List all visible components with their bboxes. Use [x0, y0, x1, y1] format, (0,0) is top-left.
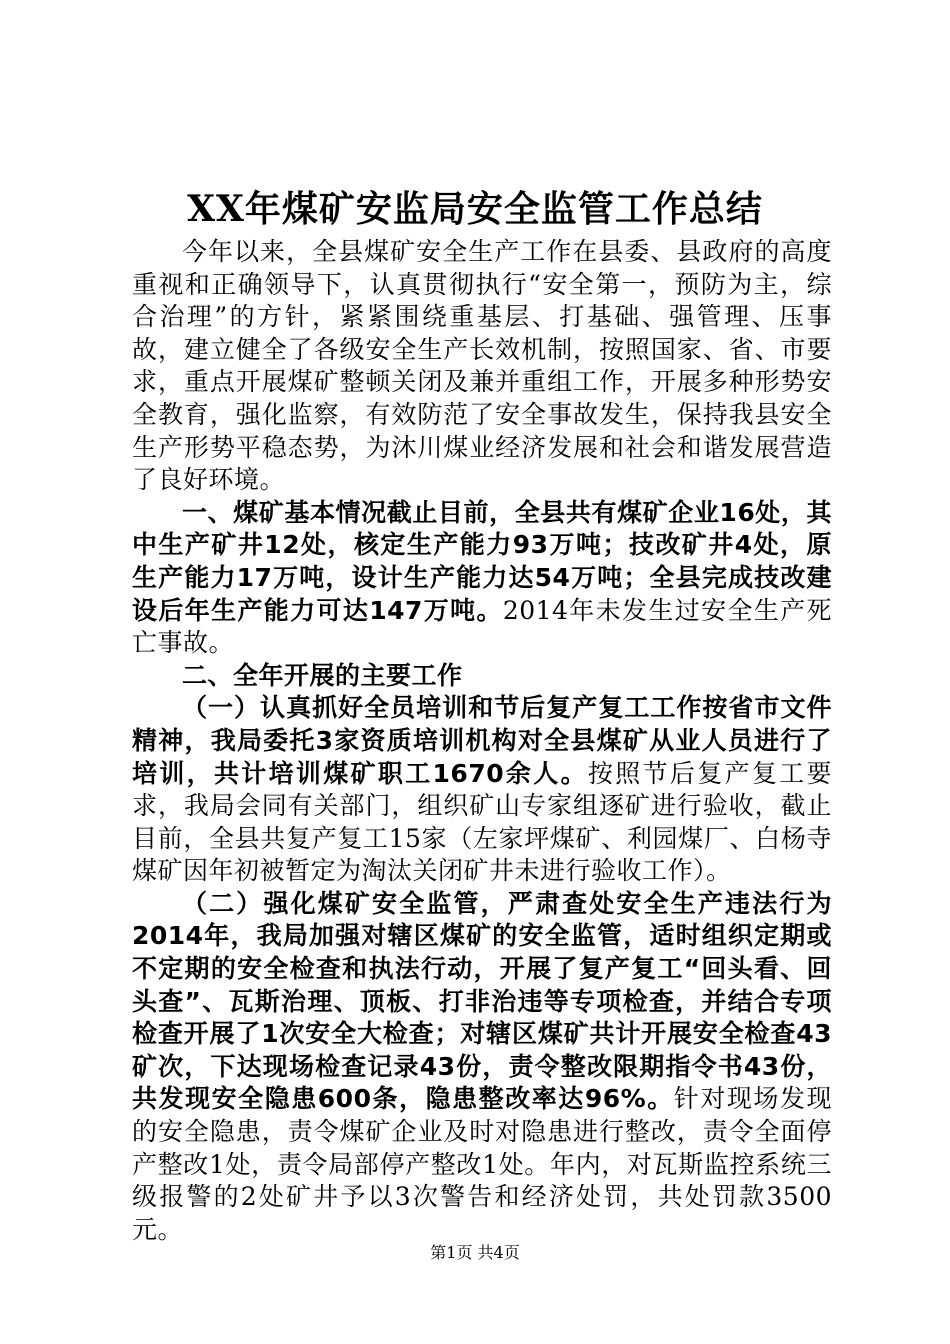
- section-heading-main-work-text: 二、全年开展的主要工作: [182, 660, 463, 690]
- document-title: XX年煤矿安监局安全监管工作总结: [187, 188, 763, 230]
- paragraph-intro: [132, 236, 832, 497]
- paragraph-supervision-bold: （二）强化煤矿安全监管，严肃查处安全生产违法行为2014年，我局加强对辖区煤矿的安全监管，适时组织定期或不定期的安全检查和执法行动，开展了复产复工“回头看、回头查”、瓦斯治理、顶板、打非治违等专项检查，并结合专项检查开展了1次安全大检查；对辖区煤矿共计开展安全检查43矿次，下达现场检查记录43份，责令整改限期指令书43份，共发现安全隐患600条，隐患整改率达96%。: [132, 888, 832, 1114]
- document-body: [132, 236, 832, 1246]
- paragraph-training: [132, 692, 832, 888]
- paragraph-intro-text: 今年以来，全县煤矿安全生产工作在县委、县政府的高度重视和正确领导下，认真贯彻执行“安全第一，预防为主，综合治理”的方针，紧紧围绕重基层、打基础、强管理、压事故，建立健全了各级安全生产长效机制，按照国家、省、市要求，重点开展煤矿整顿关闭及兼并重组工作，开展多种形势安全教育，强化监察，有效防范了安全事故发生，保持我县安全生产形势平稳态势，为沐川煤业经济发展和社会和谐发展营造了良好环境。: [132, 237, 832, 495]
- paragraph-basic-info-text: 2014年未发生过安全生产死亡事故。: [132, 595, 833, 658]
- paragraph-supervision: [132, 888, 832, 1247]
- section-heading-main-work: [132, 660, 832, 693]
- paragraph-basic-info-bold: 一、煤矿基本情况截止目前，全县共有煤矿企业16处，其中生产矿井12处，核定生产能力93万吨；技改矿井4处，原生产能力17万吨，设计生产能力达54万吨；全县完成技改建设后年生产能力可达147万吨。: [132, 497, 832, 625]
- paragraph-basic-info: [132, 497, 832, 660]
- page-footer: 第1页 共4页: [430, 1243, 520, 1262]
- paragraph-training-text: 按照节后复产复工要求，我局会同有关部门，组织矿山专家组逐矿进行验收，截止目前，全县共复产复工15家（左家坪煤矿、利园煤厂、白杨寺煤矿因年初被暂定为淘汰关闭矿井未进行验收工作）。: [132, 758, 832, 886]
- paragraph-supervision-text: 针对现场发现的安全隐患，责令煤矿企业及时对隐患进行整改，责令全面停产整改1处，责令局部停产整改1处。年内，对瓦斯监控系统三级报警的2处矿井予以3次警告和经济处罚，共处罚款3500元。: [132, 1084, 832, 1244]
- paragraph-training-bold: （一）认真抓好全员培训和节后复产复工工作按省市文件精神，我局委托3家资质培训机构对全县煤矿从业人员进行了培训，共计培训煤矿职工1670余人。: [132, 693, 832, 788]
